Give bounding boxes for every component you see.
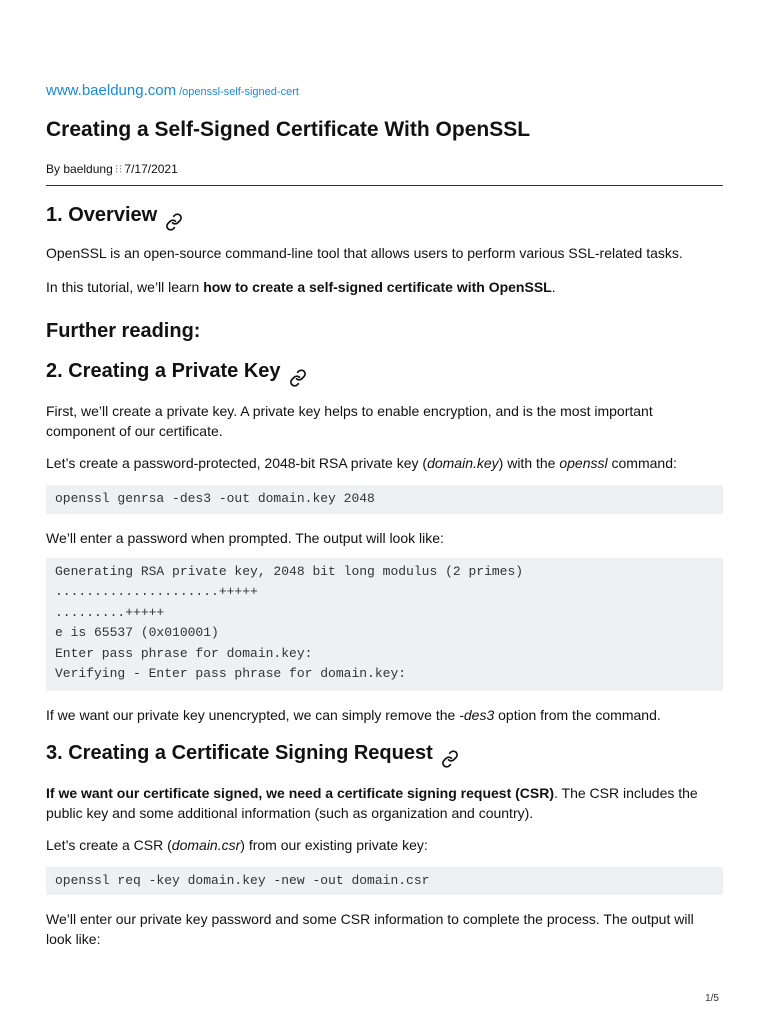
code-line: .....................+++++	[55, 584, 258, 599]
text-run: Let’s create a password-protected, 2048-bit RSA private key (	[46, 455, 428, 471]
article-body	[46, 197, 723, 949]
code-line: e is 65537 (0x010001)	[55, 625, 219, 640]
overview-paragraph-2	[46, 277, 723, 297]
section-heading-text: 3. Creating a Certificate Signing Request	[46, 741, 433, 764]
section-heading-text: 1. Overview	[46, 204, 158, 226]
code-line: openssl genrsa -des3 -out domain.key 2048	[55, 491, 375, 506]
italic-text: domain.csr	[171, 836, 241, 853]
header-divider	[46, 185, 723, 186]
text-run: Let’s create a CSR (	[46, 836, 172, 853]
code-line: openssl req -key domain.key -new -out domain.csr	[55, 872, 430, 888]
csr-paragraph-2	[46, 835, 723, 855]
source-domain-link[interactable]: www.baeldung.com	[46, 82, 177, 99]
page-title: Creating a Self-Signed Certificate With OpenSSL	[46, 118, 531, 141]
section-heading-text: 2. Creating a Private Key	[46, 360, 281, 382]
publish-date: 7/17/2021	[124, 162, 178, 176]
text-run: .	[551, 279, 556, 295]
code-line: .........+++++	[55, 604, 165, 620]
byline-separator: ⁝⁝	[114, 162, 123, 176]
overview-paragraph-1: OpenSSL is an open-source command-line tool that allows users to perform various SSL-related tasks.	[46, 245, 683, 261]
italic-text: -des3	[459, 706, 495, 723]
text-run: In this tutorial, we’ll learn	[46, 279, 204, 295]
code-line: Generating RSA private key, 2048 bit long modulus (2 primes)	[55, 563, 524, 579]
code-block-genrsa	[46, 485, 723, 514]
private-key-paragraph-2	[46, 453, 723, 473]
source-url	[46, 82, 299, 100]
italic-text: openssl	[559, 455, 608, 471]
text-run: command:	[607, 455, 677, 471]
further-reading-heading: Further reading:	[46, 320, 201, 342]
chain-link-icon[interactable]	[289, 363, 307, 381]
private-key-paragraph-1: First, we’ll create a private key. A private key helps to enable encryption, and is the most important component of our certificate.	[46, 403, 653, 439]
author-name: baeldung	[63, 162, 113, 176]
source-path: /openssl-self-signed-cert	[179, 86, 299, 98]
section-heading-csr	[46, 735, 723, 771]
code-block-req	[46, 867, 723, 896]
code-line: Verifying - Enter pass phrase for domain.key:	[55, 666, 407, 681]
code-line: Enter pass phrase for domain.key:	[55, 645, 313, 661]
text-run: If we want our private key unencrypted, we can simply remove the	[46, 706, 460, 723]
csr-paragraph-1	[46, 783, 723, 823]
chain-link-icon[interactable]	[441, 744, 459, 762]
chain-link-icon[interactable]	[165, 207, 183, 225]
byline-prefix: By	[46, 162, 61, 176]
csr-paragraph-3: We’ll enter our private key password and some CSR information to complete the process. The output will look like:	[46, 911, 694, 947]
private-key-paragraph-3: We’ll enter a password when prompted. The output will look like:	[46, 529, 444, 546]
bold-text: how to create a self-signed certificate with OpenSSL	[203, 279, 552, 295]
page-number: 1/5	[705, 993, 719, 1004]
code-block-genrsa-output	[46, 558, 723, 691]
section-heading-private-key	[46, 353, 723, 389]
byline	[46, 162, 178, 176]
private-key-paragraph-4	[46, 705, 723, 725]
text-run: ) with the	[498, 455, 560, 471]
italic-text: domain.key	[427, 455, 499, 471]
bold-text: If we want our certificate signed, we need a certificate signing request (CSR)	[46, 784, 555, 801]
text-run: option from the command.	[494, 706, 661, 723]
text-run: ) from our existing private key:	[240, 836, 428, 853]
section-heading-overview	[46, 197, 723, 233]
text-run: . The CSR includes the public key and some additional information (such as organization and country).	[46, 784, 698, 821]
